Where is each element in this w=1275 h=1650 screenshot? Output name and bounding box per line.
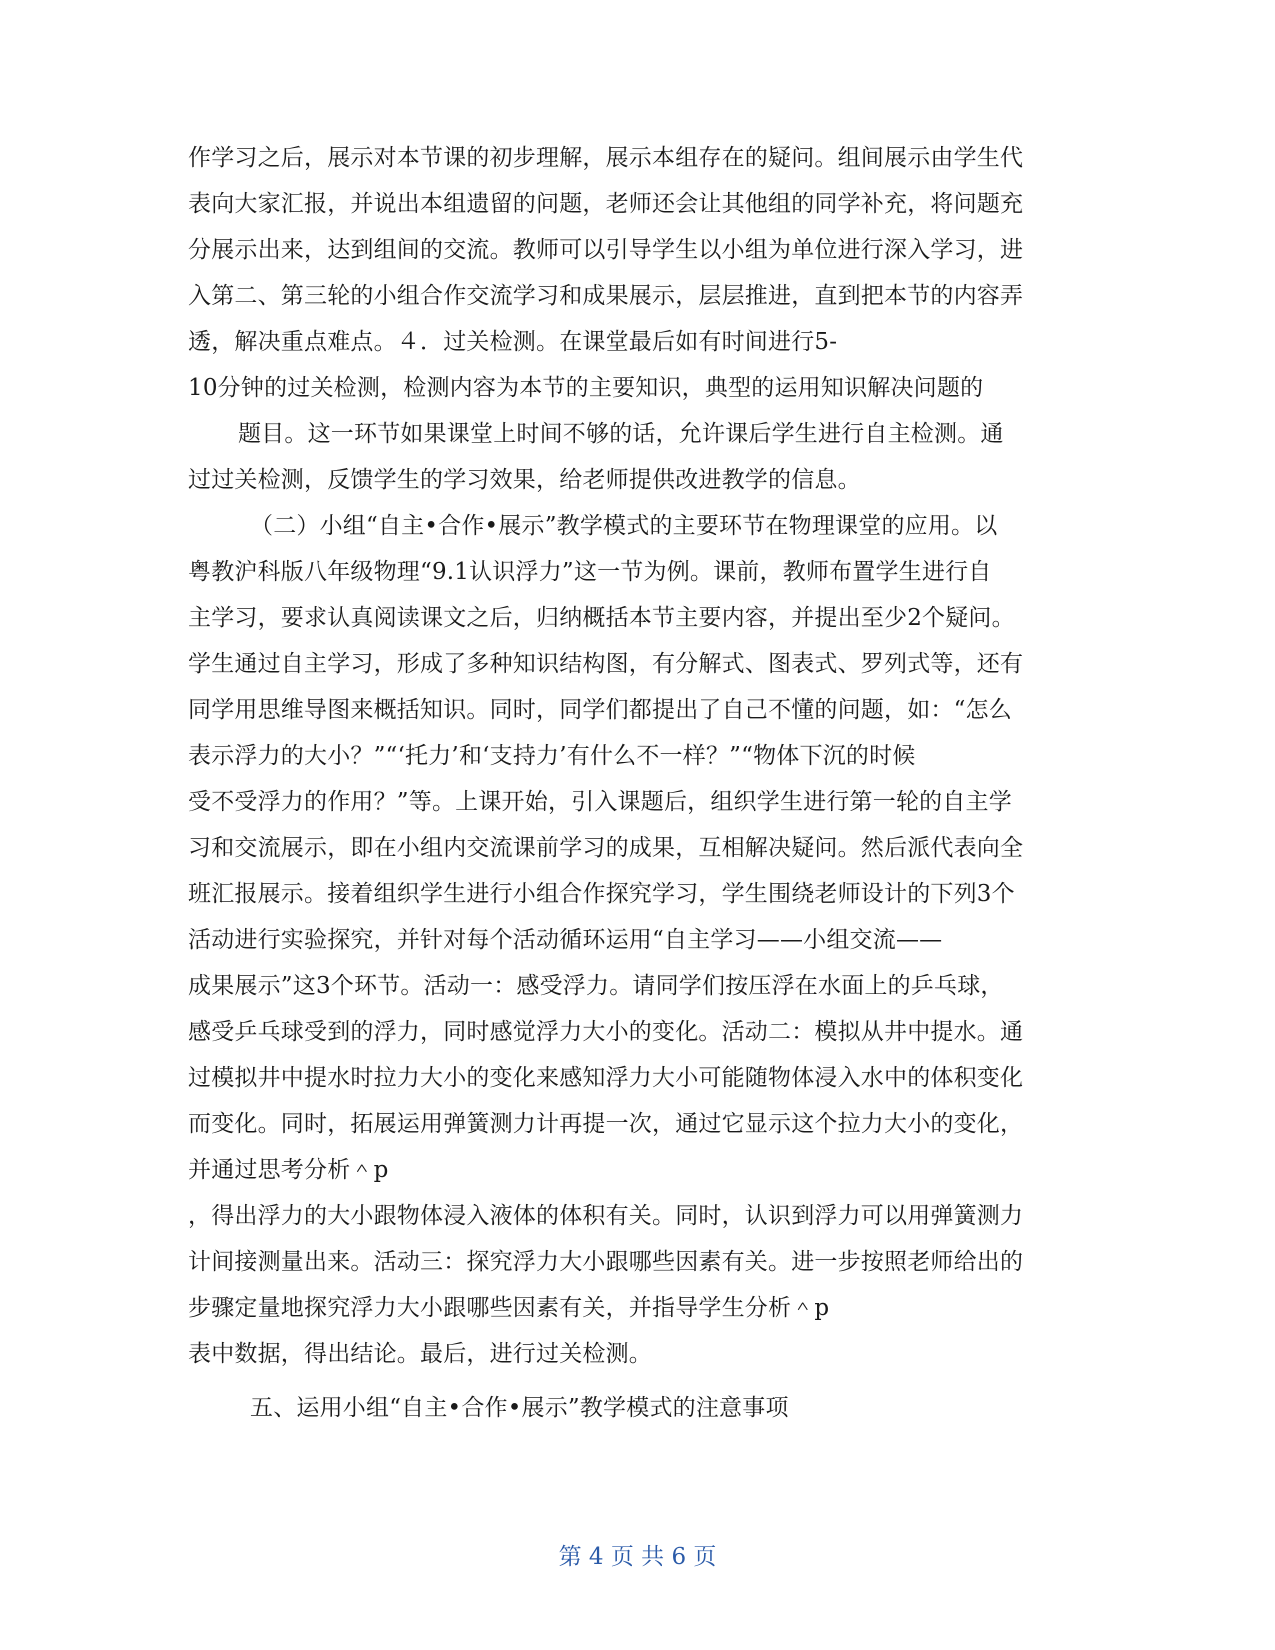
paragraph-line: 表中数据，得出结论。最后，进行过关检测。	[188, 1341, 652, 1367]
paragraph-line: 表向大家汇报，并说出本组遗留的问题，老师还会让其他组的同学补充，将问题充	[188, 191, 1024, 217]
paragraph-line: 透，解决重点难点。４．过关检测。在课堂最后如有时间进行5-	[188, 329, 838, 355]
paragraph-line: 作学习之后，展示对本节课的初步理解，展示本组存在的疑问。组间展示由学生代	[188, 145, 1024, 171]
paragraph-line: 并通过思考分析＾p	[188, 1157, 389, 1183]
paragraph-line: 过模拟井中提水时拉力大小的变化来感知浮力大小可能随物体浸入水中的体积变化	[188, 1065, 1024, 1091]
paragraph-line: 10分钟的过关检测，检测内容为本节的主要知识，典型的运用知识解决问题的	[188, 375, 984, 401]
paragraph-line: 成果展示”这3个环节。活动一：感受浮力。请同学们按压浮在水面上的乒乓球，	[188, 973, 1004, 999]
paragraph-line: 题目。这一环节如果课堂上时间不够的话，允许课后学生进行自主检测。通	[238, 421, 1004, 447]
paragraph-line: 而变化。同时，拓展运用弹簧测力计再提一次，通过它显示这个拉力大小的变化，	[188, 1111, 1024, 1137]
paragraph-line: 步骤定量地探究浮力大小跟哪些因素有关，并指导学生分析＾p	[188, 1295, 830, 1321]
paragraph-line: 主学习，要求认真阅读课文之后，归纳概括本节主要内容，并提出至少2个疑问。	[188, 605, 1015, 631]
paragraph-line: 习和交流展示，即在小组内交流课前学习的成果，互相解决疑问。然后派代表向全	[188, 835, 1024, 861]
paragraph-line: 活动进行实验探究，并针对每个活动循环运用“自主学习——小组交流——	[188, 927, 943, 953]
paragraph-line: 分展示出来，达到组间的交流。教师可以引导学生以小组为单位进行深入学习，进	[188, 237, 1024, 263]
paragraph-line: 学生通过自主学习，形成了多种知识结构图，有分解式、图表式、罗列式等，还有	[188, 651, 1024, 677]
paragraph-line: 感受乒乓球受到的浮力，同时感觉浮力大小的变化。活动二：模拟从井中提水。通	[188, 1019, 1024, 1045]
paragraph-line: 表示浮力的大小？”“‘托力’和‘支持力’有什么不一样？”“物体下沉的时候	[188, 743, 916, 769]
paragraph-line: 同学用思维导图来概括知识。同时，同学们都提出了自己不懂的问题，如：“怎么	[188, 697, 1012, 723]
paragraph-line: 计间接测量出来。活动三：探究浮力大小跟哪些因素有关。进一步按照老师给出的	[188, 1249, 1024, 1275]
section-heading: 五、运用小组“自主•合作•展示”教学模式的注意事项	[250, 1395, 789, 1421]
paragraph-line: 班汇报展示。接着组织学生进行小组合作探究学习，学生围绕老师设计的下列3个	[188, 881, 1015, 907]
page-number-footer: 第 4 页 共 6 页	[558, 1544, 717, 1570]
paragraph-line: 入第二、第三轮的小组合作交流学习和成果展示，层层推进，直到把本节的内容弄	[188, 283, 1024, 309]
paragraph-line: ，得出浮力的大小跟物体浸入液体的体积有关。同时，认识到浮力可以用弹簧测力	[188, 1203, 1024, 1229]
section-heading-line: （二）小组“自主•合作•展示”教学模式的主要环节在物理课堂的应用。以	[250, 513, 998, 539]
paragraph-line: 粤教沪科版八年级物理“9.1认识浮力”这一节为例。课前，教师布置学生进行自	[188, 559, 992, 585]
paragraph-line: 过过关检测，反馈学生的学习效果，给老师提供改进教学的信息。	[188, 467, 861, 493]
paragraph-line: 受不受浮力的作用？”等。上课开始，引入课题后，组织学生进行第一轮的自主学	[188, 789, 1012, 815]
